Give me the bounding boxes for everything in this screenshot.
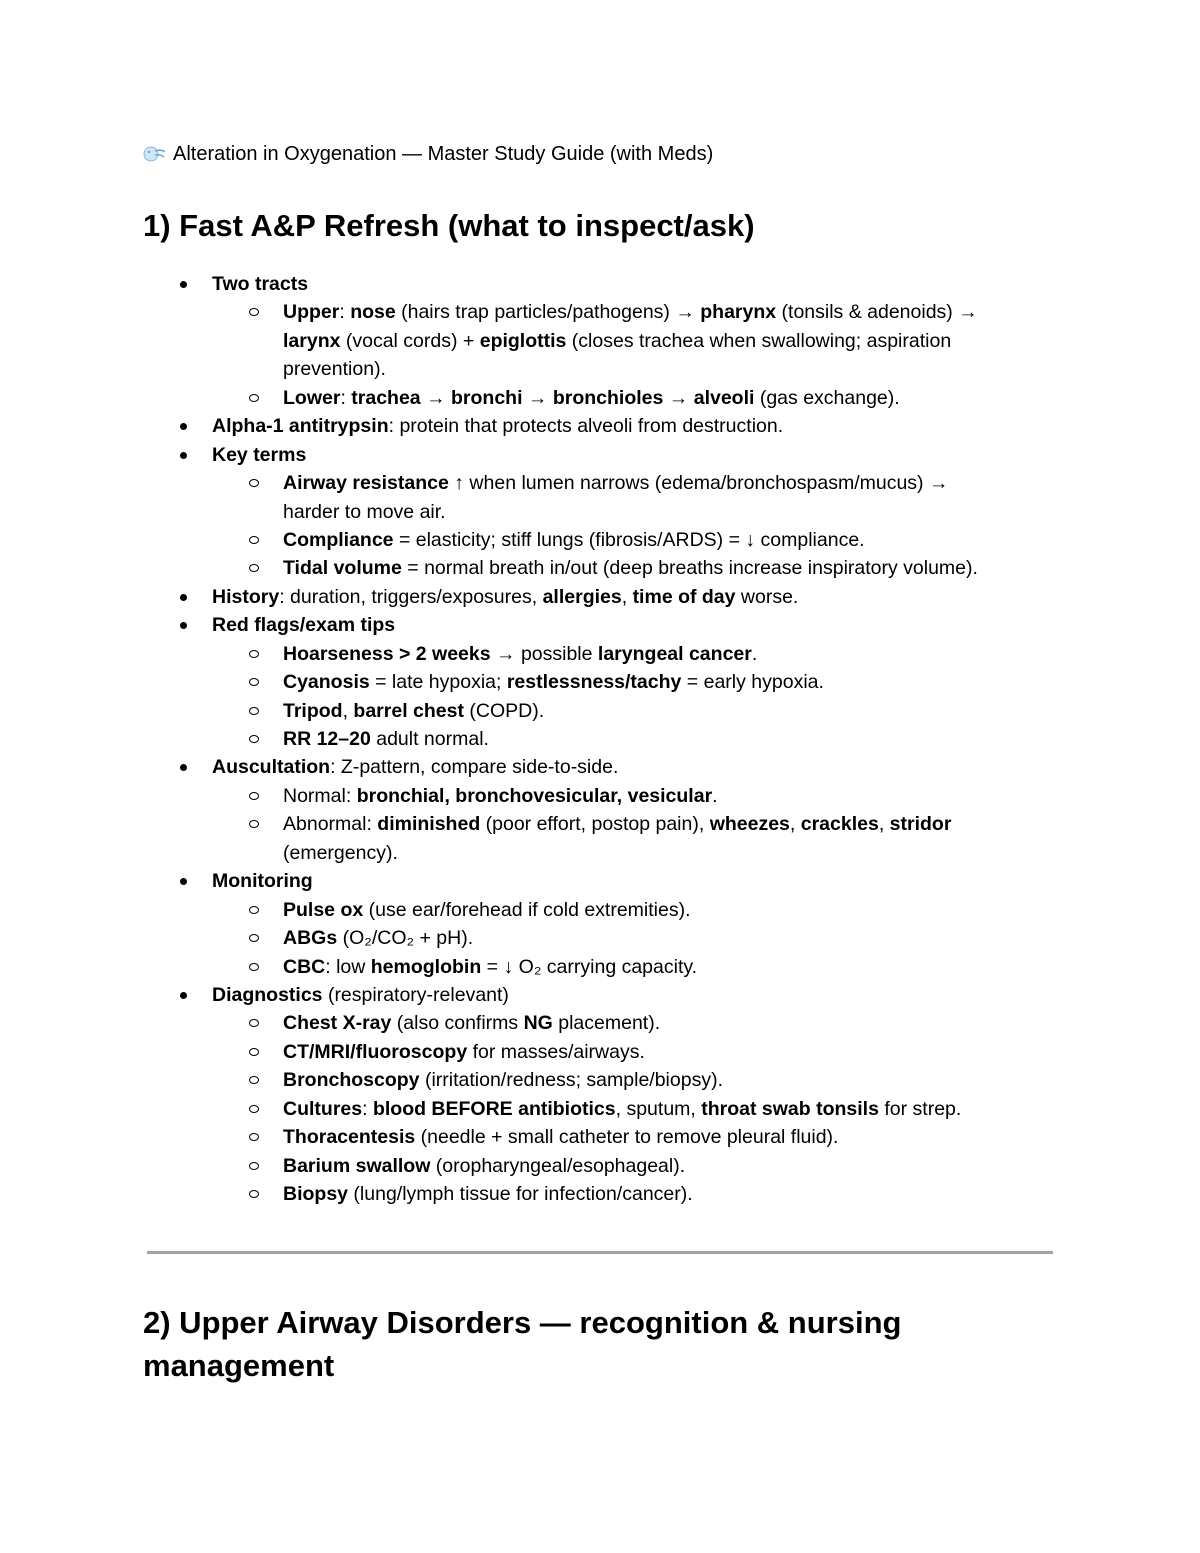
text-run: , bbox=[342, 699, 354, 722]
bold-term: Hoarseness > 2 weeks bbox=[283, 642, 491, 665]
list-item-text bbox=[212, 867, 313, 895]
list-item-continuation bbox=[283, 498, 446, 526]
bold-term: Upper bbox=[283, 301, 340, 324]
sub-list-item bbox=[283, 1066, 723, 1094]
bold-term: bronchial, bronchovesicular, vesicular bbox=[356, 784, 713, 807]
bold-term: Key terms bbox=[212, 443, 307, 466]
text-run: worse. bbox=[735, 585, 799, 608]
sub-list-item bbox=[283, 469, 948, 497]
bold-term: wheezes bbox=[709, 813, 790, 836]
list-item-continuation bbox=[283, 327, 951, 355]
text-run: (respiratory-relevant) bbox=[322, 984, 509, 1006]
list-item-text bbox=[283, 839, 398, 867]
sub-list-item bbox=[283, 782, 718, 810]
bold-term: Compliance bbox=[283, 528, 394, 551]
text-run: : bbox=[339, 301, 351, 324]
list-item bbox=[212, 583, 798, 611]
text-run: Abnormal: bbox=[283, 813, 378, 836]
list-item-text bbox=[283, 810, 951, 838]
list-item-text bbox=[283, 668, 824, 696]
text-run: (closes trachea when swallowing; aspiration bbox=[566, 329, 952, 352]
bullet-circle-icon bbox=[249, 308, 259, 316]
list-item-text bbox=[212, 753, 618, 781]
text-run: (O₂/CO₂ + pH). bbox=[337, 927, 474, 950]
bold-term: bronchi bbox=[451, 386, 523, 409]
bold-term: Tidal volume bbox=[283, 557, 402, 580]
sub-list-item bbox=[283, 384, 900, 412]
list-item-text bbox=[283, 1009, 660, 1037]
text-run: : bbox=[340, 386, 352, 409]
sub-list-item bbox=[283, 810, 951, 838]
bullet-circle-icon bbox=[249, 536, 259, 544]
list-item bbox=[212, 412, 783, 440]
bold-term: Cyanosis bbox=[283, 671, 370, 694]
list-item-text bbox=[283, 1180, 693, 1208]
sub-list-item bbox=[283, 896, 691, 924]
sub-list-item bbox=[283, 1123, 838, 1151]
text-run: , sputum, bbox=[615, 1097, 702, 1120]
list-item-continuation bbox=[283, 839, 398, 867]
text-run: : duration, triggers/exposures, bbox=[279, 585, 543, 608]
bold-term: hemoglobin bbox=[370, 955, 482, 978]
bullet-circle-icon bbox=[249, 820, 259, 828]
text-run: (poor effort, postop pain), bbox=[480, 813, 710, 836]
bullet-circle-icon bbox=[249, 1133, 259, 1141]
bold-term: Chest X-ray bbox=[283, 1012, 392, 1035]
bullet-disc-icon bbox=[180, 878, 187, 885]
document-title bbox=[143, 141, 713, 170]
text-run: (hairs trap particles/pathogens) → bbox=[395, 301, 701, 324]
bold-term: allergies bbox=[542, 585, 622, 608]
sub-list-item bbox=[283, 640, 757, 668]
section-1-heading: 1) Fast A&P Refresh (what to inspect/ask) bbox=[143, 208, 755, 243]
text-run: (irritation/redness; sample/biopsy). bbox=[419, 1069, 723, 1092]
text-run: . bbox=[751, 642, 758, 665]
list-item-text bbox=[283, 782, 718, 810]
bold-term: Pulse ox bbox=[283, 898, 364, 921]
bold-term: Cultures bbox=[283, 1097, 363, 1120]
list-item-text bbox=[283, 896, 691, 924]
text-run: = normal breath in/out (deep breaths increase inspiratory volume). bbox=[401, 557, 978, 580]
text-run: . bbox=[712, 784, 718, 807]
bold-term: diminished bbox=[377, 813, 481, 836]
document-title-text: Alteration in Oxygenation — Master Study Guide (with Meds) bbox=[173, 143, 714, 165]
bold-term: stridor bbox=[889, 813, 952, 836]
list-item-text bbox=[212, 583, 798, 611]
bullet-circle-icon bbox=[249, 394, 259, 402]
list-item-text bbox=[283, 1095, 961, 1123]
text-run: (COPD). bbox=[463, 699, 545, 722]
list-item-text bbox=[283, 469, 948, 497]
text-run: , bbox=[789, 813, 801, 836]
list-item-text bbox=[212, 270, 308, 298]
sub-list-item bbox=[283, 725, 489, 753]
bold-term: time of day bbox=[632, 585, 736, 608]
list-item bbox=[212, 611, 395, 639]
sub-list-item bbox=[283, 1009, 660, 1037]
text-run: prevention). bbox=[283, 358, 386, 381]
bold-term: bronchioles bbox=[552, 386, 664, 409]
text-run: placement). bbox=[552, 1012, 661, 1035]
text-run: (also confirms bbox=[391, 1012, 524, 1035]
list-item-text bbox=[283, 554, 978, 582]
bold-term: pharynx bbox=[700, 301, 777, 324]
bold-term: Biopsy bbox=[283, 1183, 349, 1206]
bold-term: ABGs bbox=[283, 927, 338, 950]
text-run: → possible bbox=[490, 642, 598, 665]
list-item-continuation bbox=[283, 355, 386, 383]
bold-term: epiglottis bbox=[479, 329, 567, 352]
bold-term: larynx bbox=[283, 329, 341, 352]
list-item bbox=[212, 753, 618, 781]
bold-term: History bbox=[212, 585, 280, 608]
bullet-circle-icon bbox=[249, 1076, 259, 1084]
text-run: , bbox=[878, 813, 890, 836]
bold-term: NG bbox=[523, 1012, 553, 1035]
bold-term: laryngeal cancer bbox=[597, 642, 752, 665]
text-run: (vocal cords) + bbox=[340, 329, 480, 352]
bullet-circle-icon bbox=[249, 792, 259, 800]
bold-term: blood BEFORE antibiotics bbox=[372, 1097, 616, 1120]
bullet-circle-icon bbox=[249, 906, 259, 914]
list-item-text bbox=[283, 384, 900, 412]
bullet-disc-icon bbox=[180, 423, 187, 430]
bullet-disc-icon bbox=[180, 622, 187, 629]
bold-term: trachea bbox=[351, 386, 421, 409]
list-item-text bbox=[283, 1123, 838, 1151]
list-item-text bbox=[283, 355, 386, 383]
bullet-circle-icon bbox=[249, 678, 259, 686]
text-run: , bbox=[621, 585, 633, 608]
bold-term: Red flags/exam tips bbox=[212, 614, 396, 637]
bold-term: Bronchoscopy bbox=[283, 1069, 420, 1092]
list-item-text bbox=[283, 526, 865, 554]
list-item-text bbox=[212, 412, 783, 440]
section-2-heading: 2) Upper Airway Disorders — recognition & nursing management bbox=[143, 1305, 902, 1383]
text-run: → bbox=[420, 386, 451, 409]
bullet-circle-icon bbox=[249, 479, 259, 487]
bold-term: crackles bbox=[800, 813, 879, 836]
text-run: : Z-pattern, compare side-to-side. bbox=[330, 756, 619, 779]
list-item-text bbox=[212, 981, 509, 1009]
text-run: = ↓ O₂ carrying capacity. bbox=[481, 955, 698, 978]
horizontal-divider bbox=[147, 1251, 1053, 1254]
bullet-circle-icon bbox=[249, 650, 259, 658]
sub-list-item bbox=[283, 298, 978, 326]
sub-list-item bbox=[283, 1180, 693, 1208]
bullet-circle-icon bbox=[249, 934, 259, 942]
bullet-disc-icon bbox=[180, 594, 187, 601]
bold-term: Monitoring bbox=[212, 870, 313, 893]
bold-term: Airway resistance ↑ bbox=[283, 472, 465, 495]
list-item-text bbox=[283, 697, 544, 725]
bold-term: CBC bbox=[283, 955, 326, 978]
bold-term: Alpha-1 antitrypsin bbox=[212, 415, 389, 438]
sub-list-item bbox=[283, 526, 865, 554]
text-run: : protein that protects alveoli from destruction. bbox=[388, 415, 784, 438]
bullet-disc-icon bbox=[180, 281, 187, 288]
list-item-text bbox=[283, 1038, 645, 1066]
sub-list-item bbox=[283, 554, 978, 582]
bullet-circle-icon bbox=[249, 564, 259, 572]
bold-term: Thoracentesis bbox=[283, 1126, 416, 1149]
list-item bbox=[212, 981, 509, 1009]
text-run: for masses/airways. bbox=[467, 1040, 645, 1063]
bold-term: Diagnostics bbox=[212, 984, 323, 1006]
text-run: Normal: bbox=[283, 784, 357, 807]
bullet-circle-icon bbox=[249, 1105, 259, 1113]
text-run: : low bbox=[325, 955, 371, 978]
list-item-text bbox=[283, 1152, 685, 1180]
text-run: → bbox=[522, 386, 553, 409]
sub-list-item bbox=[283, 668, 824, 696]
bold-term: barrel chest bbox=[353, 699, 464, 722]
bold-term: Lower bbox=[283, 386, 341, 409]
sub-list-item bbox=[283, 1152, 685, 1180]
list-item-text bbox=[283, 640, 757, 668]
sub-list-item bbox=[283, 697, 544, 725]
bullet-disc-icon bbox=[180, 992, 187, 999]
bold-term: Barium swallow bbox=[283, 1154, 431, 1177]
bold-term: Two tracts bbox=[212, 273, 309, 295]
bold-term: throat swab tonsils bbox=[701, 1097, 879, 1120]
text-run: (needle + small catheter to remove pleural fluid). bbox=[415, 1126, 839, 1149]
bullet-circle-icon bbox=[249, 963, 259, 971]
text-run: adult normal. bbox=[370, 728, 489, 751]
bullet-circle-icon bbox=[249, 1048, 259, 1056]
list-item-text bbox=[283, 725, 489, 753]
list-item-text bbox=[283, 498, 446, 526]
list-item bbox=[212, 270, 308, 298]
list-item-text bbox=[283, 298, 978, 326]
text-run: for strep. bbox=[878, 1097, 962, 1120]
text-run: = early hypoxia. bbox=[681, 671, 824, 694]
bullet-circle-icon bbox=[249, 1162, 259, 1170]
bold-term: alveoli bbox=[693, 386, 755, 409]
bold-term: RR 12–20 bbox=[283, 728, 371, 751]
bullet-circle-icon bbox=[249, 1019, 259, 1027]
text-run: : bbox=[362, 1097, 373, 1120]
text-run: (tonsils & adenoids) → bbox=[776, 301, 978, 324]
text-run: when lumen narrows (edema/bronchospasm/mucus) → bbox=[464, 472, 949, 495]
bullet-circle-icon bbox=[249, 1190, 259, 1198]
text-run: (emergency). bbox=[283, 841, 398, 864]
list-item bbox=[212, 867, 313, 895]
text-run: (use ear/forehead if cold extremities). bbox=[363, 898, 691, 921]
bold-term: Tripod bbox=[283, 699, 343, 722]
list-item-text bbox=[283, 953, 697, 981]
list-item bbox=[212, 441, 306, 469]
bullet-circle-icon bbox=[249, 735, 259, 743]
text-run: (lung/lymph tissue for infection/cancer). bbox=[348, 1183, 693, 1206]
bullet-disc-icon bbox=[180, 764, 187, 771]
sub-list-item bbox=[283, 1038, 645, 1066]
text-run: = late hypoxia; bbox=[369, 671, 507, 694]
sub-list-item bbox=[283, 924, 473, 952]
list-item-text bbox=[212, 611, 395, 639]
sub-list-item bbox=[283, 953, 697, 981]
bold-term: nose bbox=[350, 301, 396, 324]
list-item-text bbox=[283, 924, 473, 952]
text-run: → bbox=[663, 386, 694, 409]
bullet-circle-icon bbox=[249, 707, 259, 715]
bullet-disc-icon bbox=[180, 452, 187, 459]
wind-face-icon bbox=[143, 143, 167, 170]
bold-term: CT/MRI/fluoroscopy bbox=[283, 1040, 468, 1063]
list-item-text bbox=[283, 327, 951, 355]
sub-list-item bbox=[283, 1095, 961, 1123]
list-item-text bbox=[283, 1066, 723, 1094]
text-run: (gas exchange). bbox=[754, 386, 900, 409]
bold-term: restlessness/tachy bbox=[506, 671, 682, 694]
list-item-text bbox=[212, 441, 306, 469]
text-run: = elasticity; stiff lungs (fibrosis/ARDS) = ↓ compliance. bbox=[393, 528, 865, 551]
bold-term: Auscultation bbox=[212, 756, 331, 779]
text-run: harder to move air. bbox=[283, 500, 446, 523]
text-run: (oropharyngeal/esophageal). bbox=[430, 1154, 686, 1177]
